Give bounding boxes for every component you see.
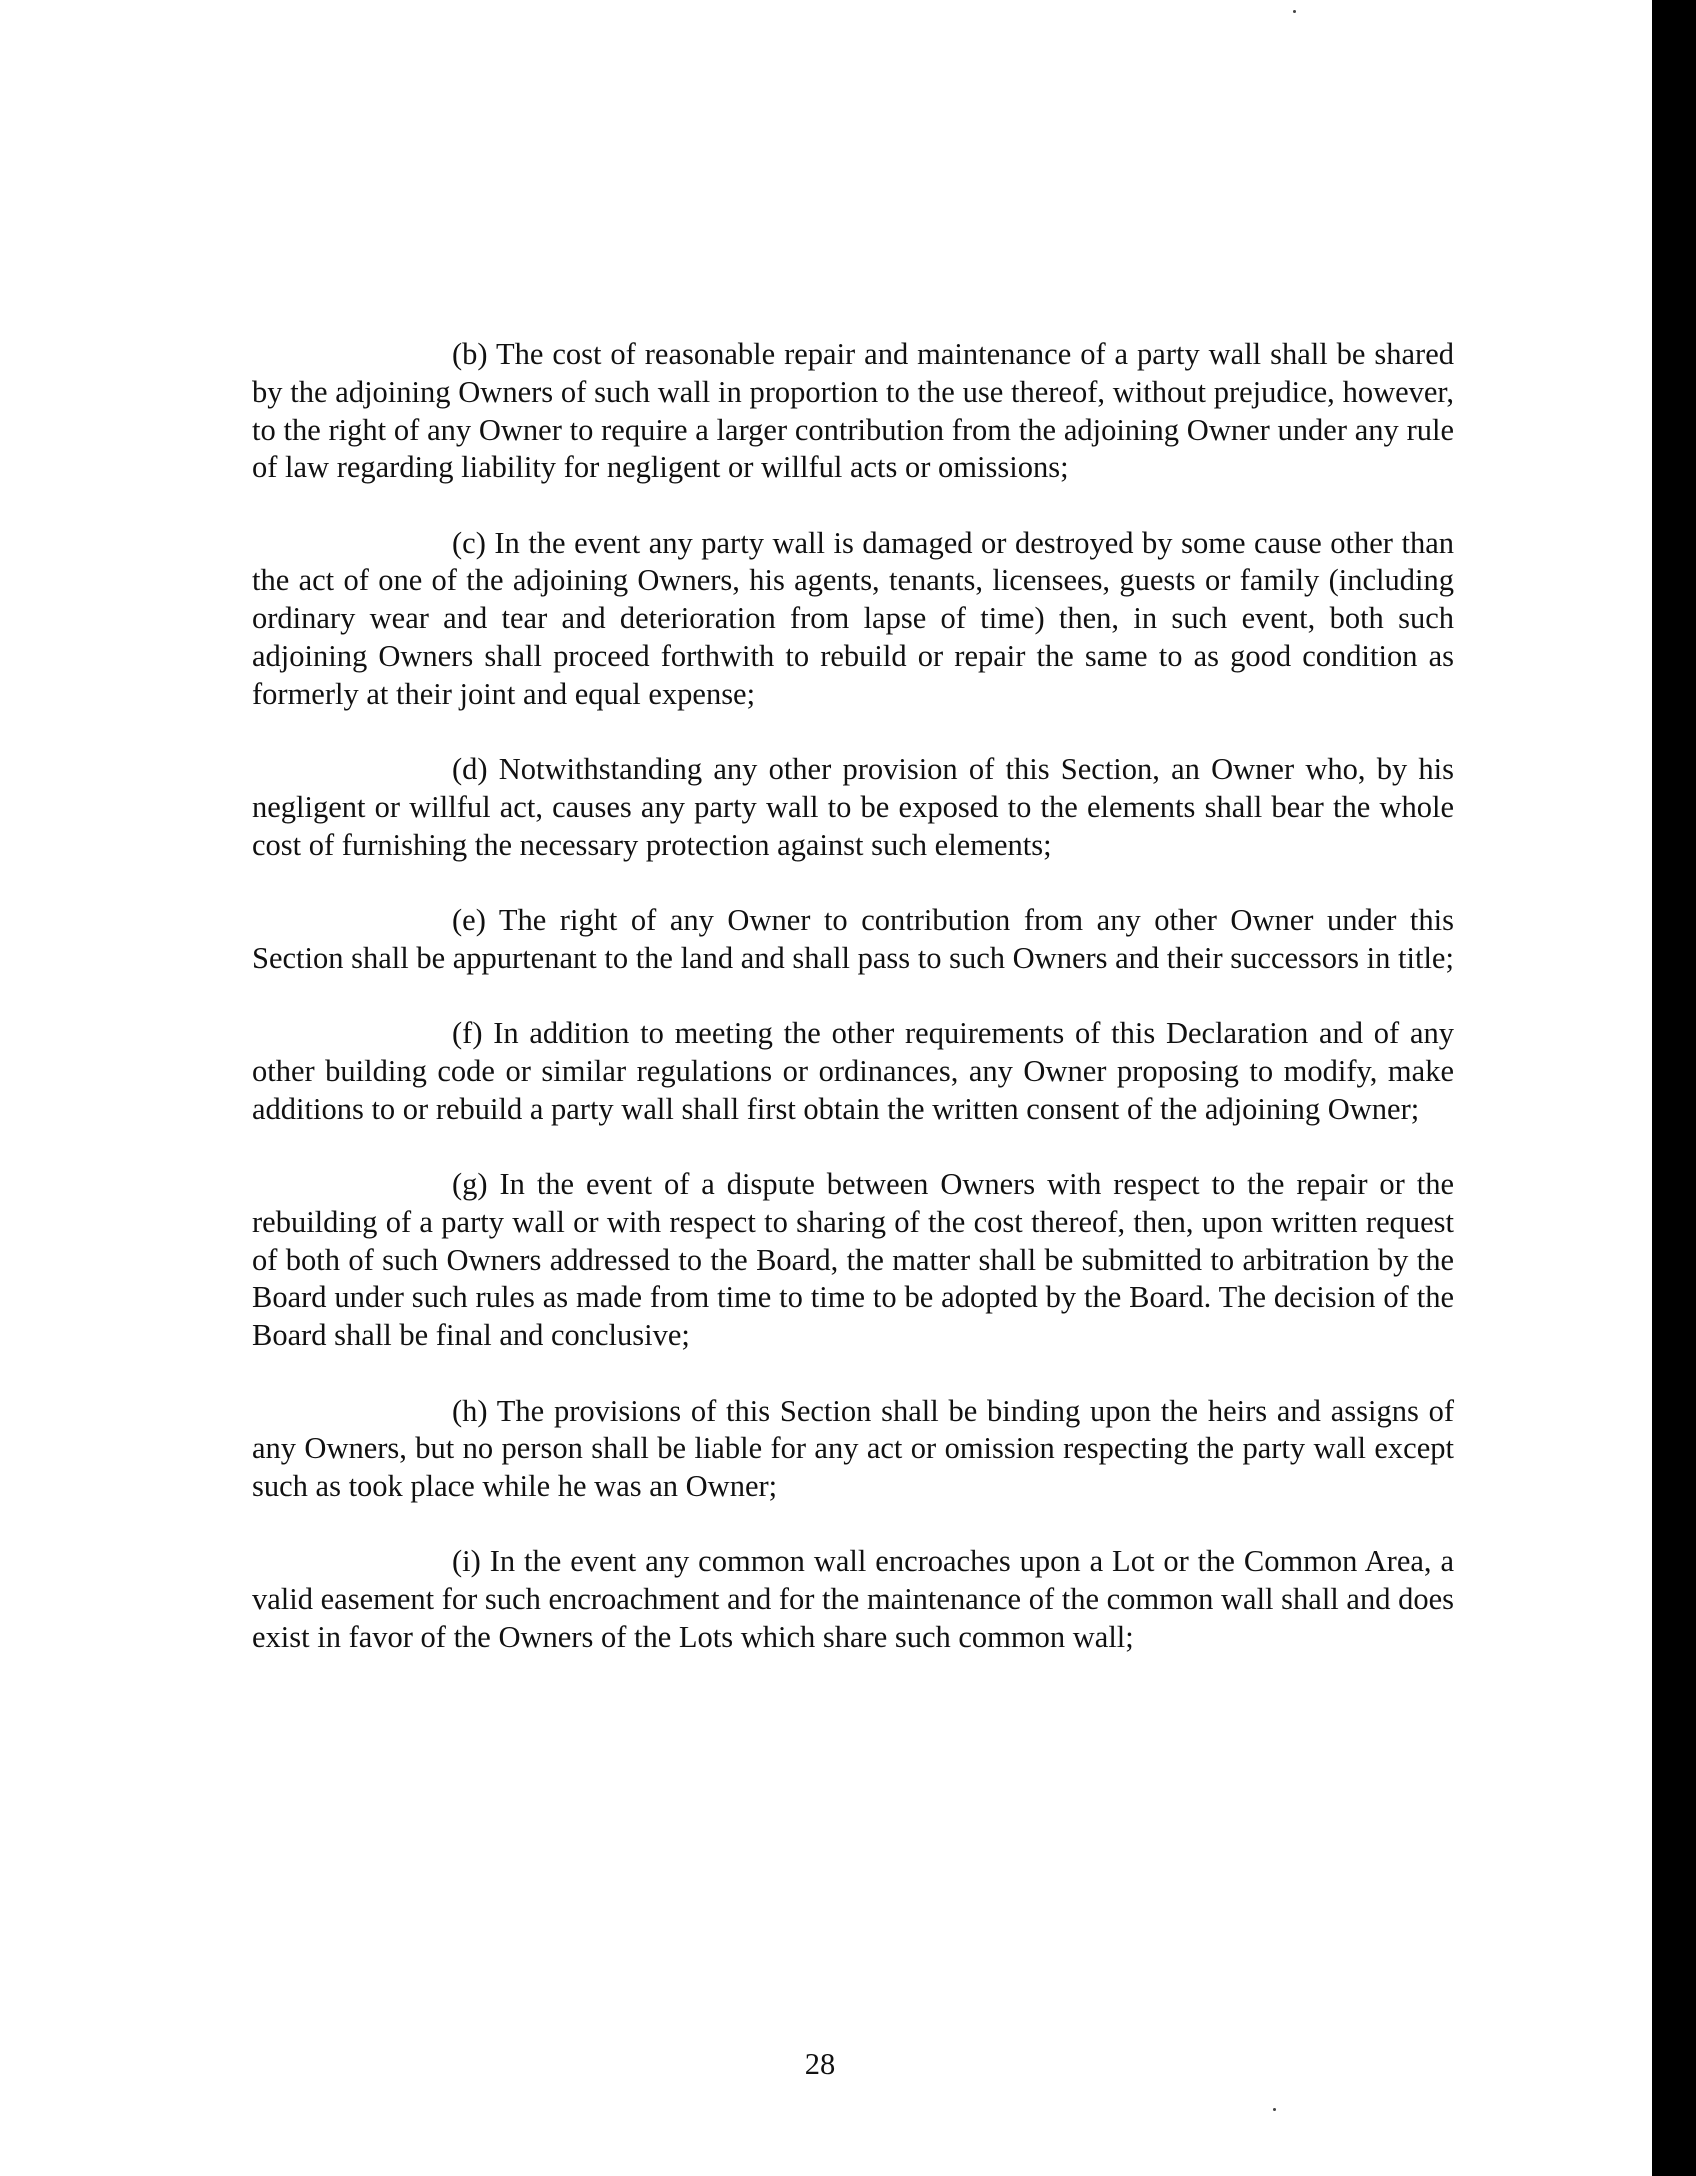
paragraph-e: (e) The right of any Owner to contribution from any other Owner under this Section shall be appurtenant to the land and shall pass to such Owners and their successors in title; [252,903,1454,975]
paragraph-b: (b) The cost of reasonable repair and maintenance of a party wall shall be shared by the adjoining Owners of such wall in proportion to the use thereof, without prejudice, however, to the right of any Owner to require a larger contribution from the adjoining Owner under any rule of law regarding liability for negligent or willful acts or omissions; [252,337,1454,485]
scan-speck [1273,2108,1276,2111]
scan-speck [1293,10,1296,13]
paragraph-h: (h) The provisions of this Section shall be binding upon the heirs and assigns of any Owners, but no person shall be liable for any act or omission respecting the party wall except such as took place while he was an Owner; [252,1393,1454,1504]
document-body [252,336,1454,1694]
scan-edge-border [1652,0,1696,2176]
paragraph-c: (c) In the event any party wall is damaged or destroyed by some cause other than the act of one of the adjoining Owners, his agents, tenants, licensees, guests or family (including ordinary wear and tear and deterioration from lapse of time) then, in such event, both such adjoining Owners shall proceed forthwith to rebuild or repair the same to as good condition as formerly at their joint and equal expense; [252,525,1454,711]
paragraph-d: (d) Notwithstanding any other provision of this Section, an Owner who, by his negligent or willful act, causes any party wall to be exposed to the elements shall bear the whole cost of furnishing the necessary protection against such elements; [252,752,1454,862]
paragraph-i: (i) In the event any common wall encroaches upon a Lot or the Common Area, a valid easement for such encroachment and for the maintenance of the common wall shall and does exist in favor of the Owners of the Lots which share such common wall; [252,1544,1454,1655]
paragraph-g: (g) In the event of a dispute between Owners with respect to the repair or the rebuilding of a party wall or with respect to sharing of the cost thereof, then, upon written request of both of such Owners addressed to the Board, the matter shall be submitted to arbitration by the Board under such rules as made from time to time to be adopted by the Board. The decision of the Board shall be final and conclusive; [252,1167,1454,1353]
paragraph-f: (f) In addition to meeting the other requirements of this Declaration and of any other building code or similar regulations or ordinances, any Owner proposing to modify, make additions to or rebuild a party wall shall first obtain the written consent of the adjoining Owner; [252,1016,1454,1126]
page-number: 28 [804,2047,836,2081]
